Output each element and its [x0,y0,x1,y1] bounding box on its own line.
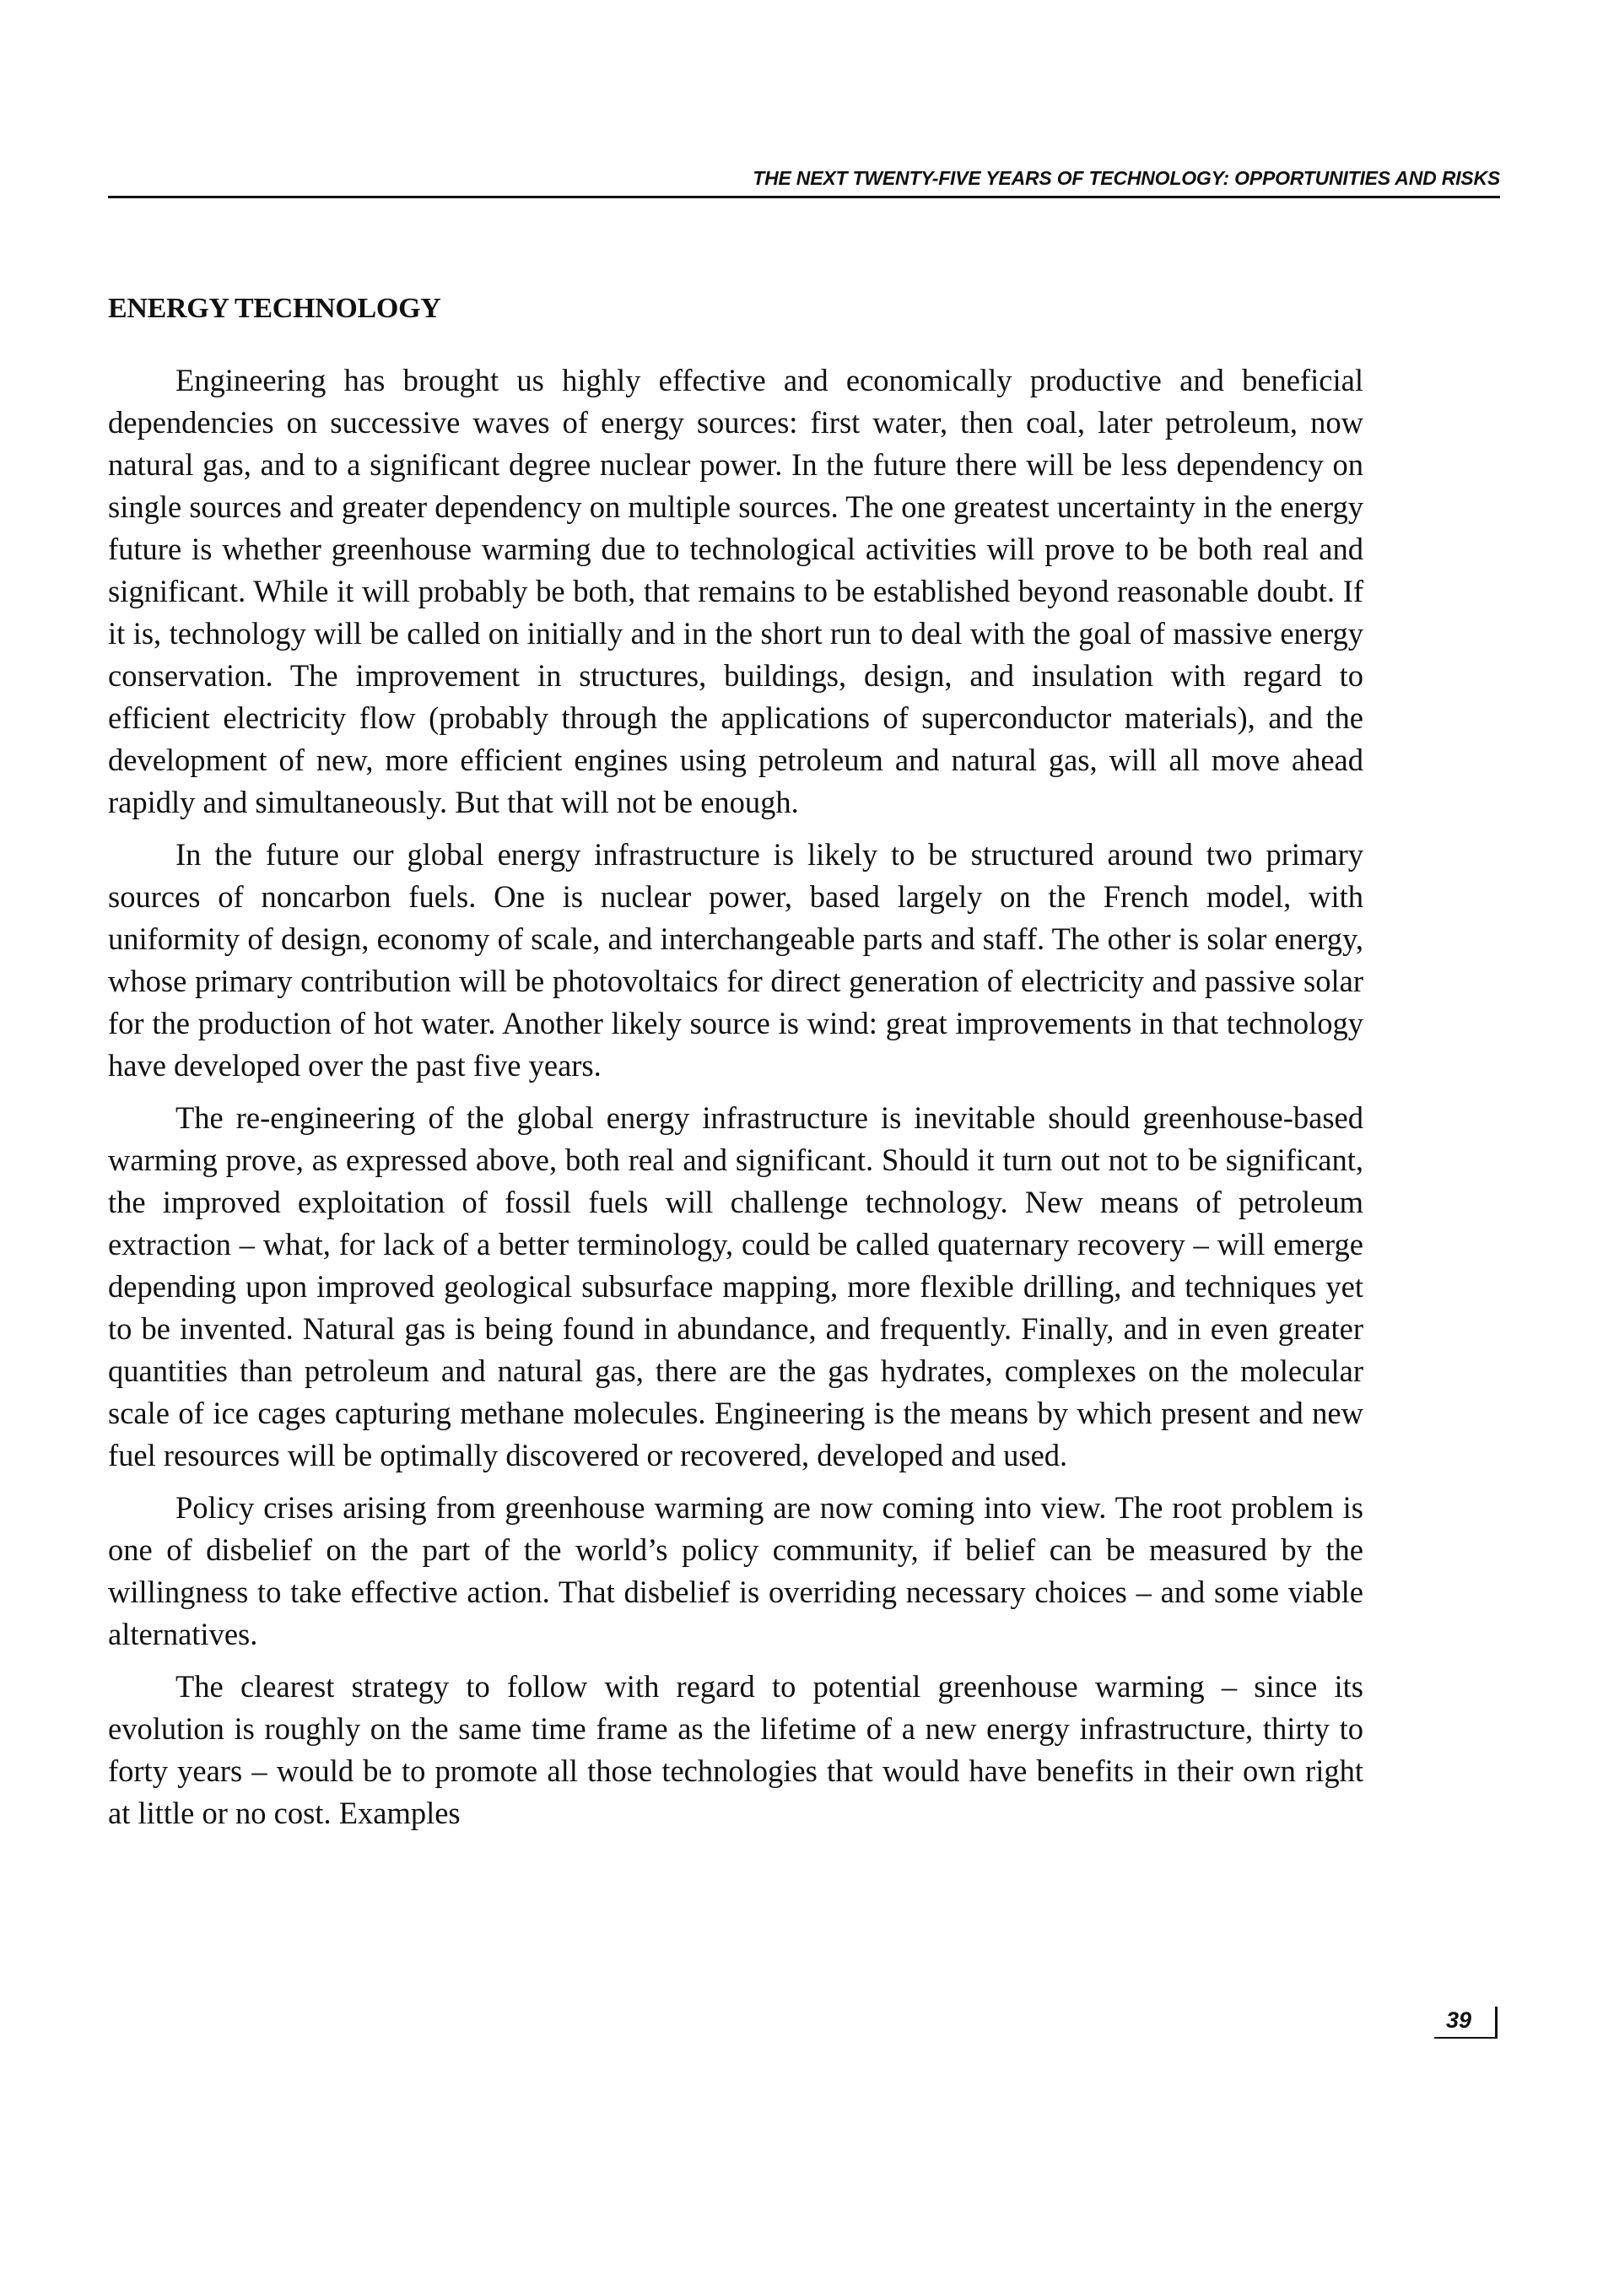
paragraph: Engineering has brought us highly effective and economically productive and beneficial dependencies on successive waves of energy sources: first water, then coal, later petroleum, now natural gas, and to a significant degree nuclear power. In the future there will be less dependency on single sources and greater dependency on multiple sources. The one greatest uncertainty in the energy future is whether greenhouse warming due to technological activities will prove to be both real and significant. While it will probably be both, that remains to be established beyond reasonable doubt. If it is, technology will be called on initially and in the short run to deal with the goal of massive energy conservation. The improvement in structures, buildings, design, and insulation with regard to efficient electricity flow (probably through the applications of superconductor materials), and the development of new, more efficient engines using petroleum and natural gas, will all move ahead rapidly and simultaneously. But that will not be enough. [108,363,1363,819]
paragraph: Policy crises arising from greenhouse warming are now coming into view. The root problem is one of disbelief on the part of the world’s policy community, if belief can be measured by the willingness to take effective action. That disbelief is overriding necessary choices – and some viable alternatives. [108,1490,1363,1651]
running-header: THE NEXT TWENTY-FIVE YEARS OF TECHNOLOGY: OPPORTUNITIES AND RISKS [753,167,1500,189]
paragraph: The re-engineering of the global energy infrastructure is inevitable should greenhouse-based warming prove, as expressed above, both real and significant. Should it turn out not to be significant, the improved exploitation of fossil fuels will challenge technology. New means of petroleum extraction – what, for lack of a better terminology, could be called quaternary recovery – will emerge depending upon improved geological subsurface mapping, more flexible drilling, and techniques yet to be invented. Natural gas is being found in abundance, and frequently. Finally, and in even greater quantities than petroleum and natural gas, there are the gas hydrates, complexes on the molecular scale of ice cages capturing methane molecules. Engineering is the means by which present and new fuel resources will be optimally discovered or recovered, developed and used. [108,1100,1363,1472]
page-number: 39 [1445,2007,1472,2033]
body-text [108,359,1363,1845]
section-title: ENERGY TECHNOLOGY [108,293,441,324]
paragraph: In the future our global energy infrastructure is likely to be structured around two primary sources of noncarbon fuels. One is nuclear power, based largely on the French model, with uniformity of design, economy of scale, and interchangeable parts and staff. The other is solar energy, whose primary contribution will be photovoltaics for direct generation of electricity and passive solar for the production of hot water. Another likely source is wind: great improvements in that technology have developed over the past five years. [108,837,1363,1083]
page-number-underline [1434,2037,1497,2039]
header-rule [108,196,1500,198]
paragraph: The clearest strategy to follow with regard to potential greenhouse warming – since its evolution is roughly on the same time frame as the lifetime of a new energy infrastructure, thirty to forty years – would be to promote all those technologies that would have benefits in their own right at little or no cost. Examples [108,1669,1363,1830]
page-number-bar [1495,2007,1498,2039]
